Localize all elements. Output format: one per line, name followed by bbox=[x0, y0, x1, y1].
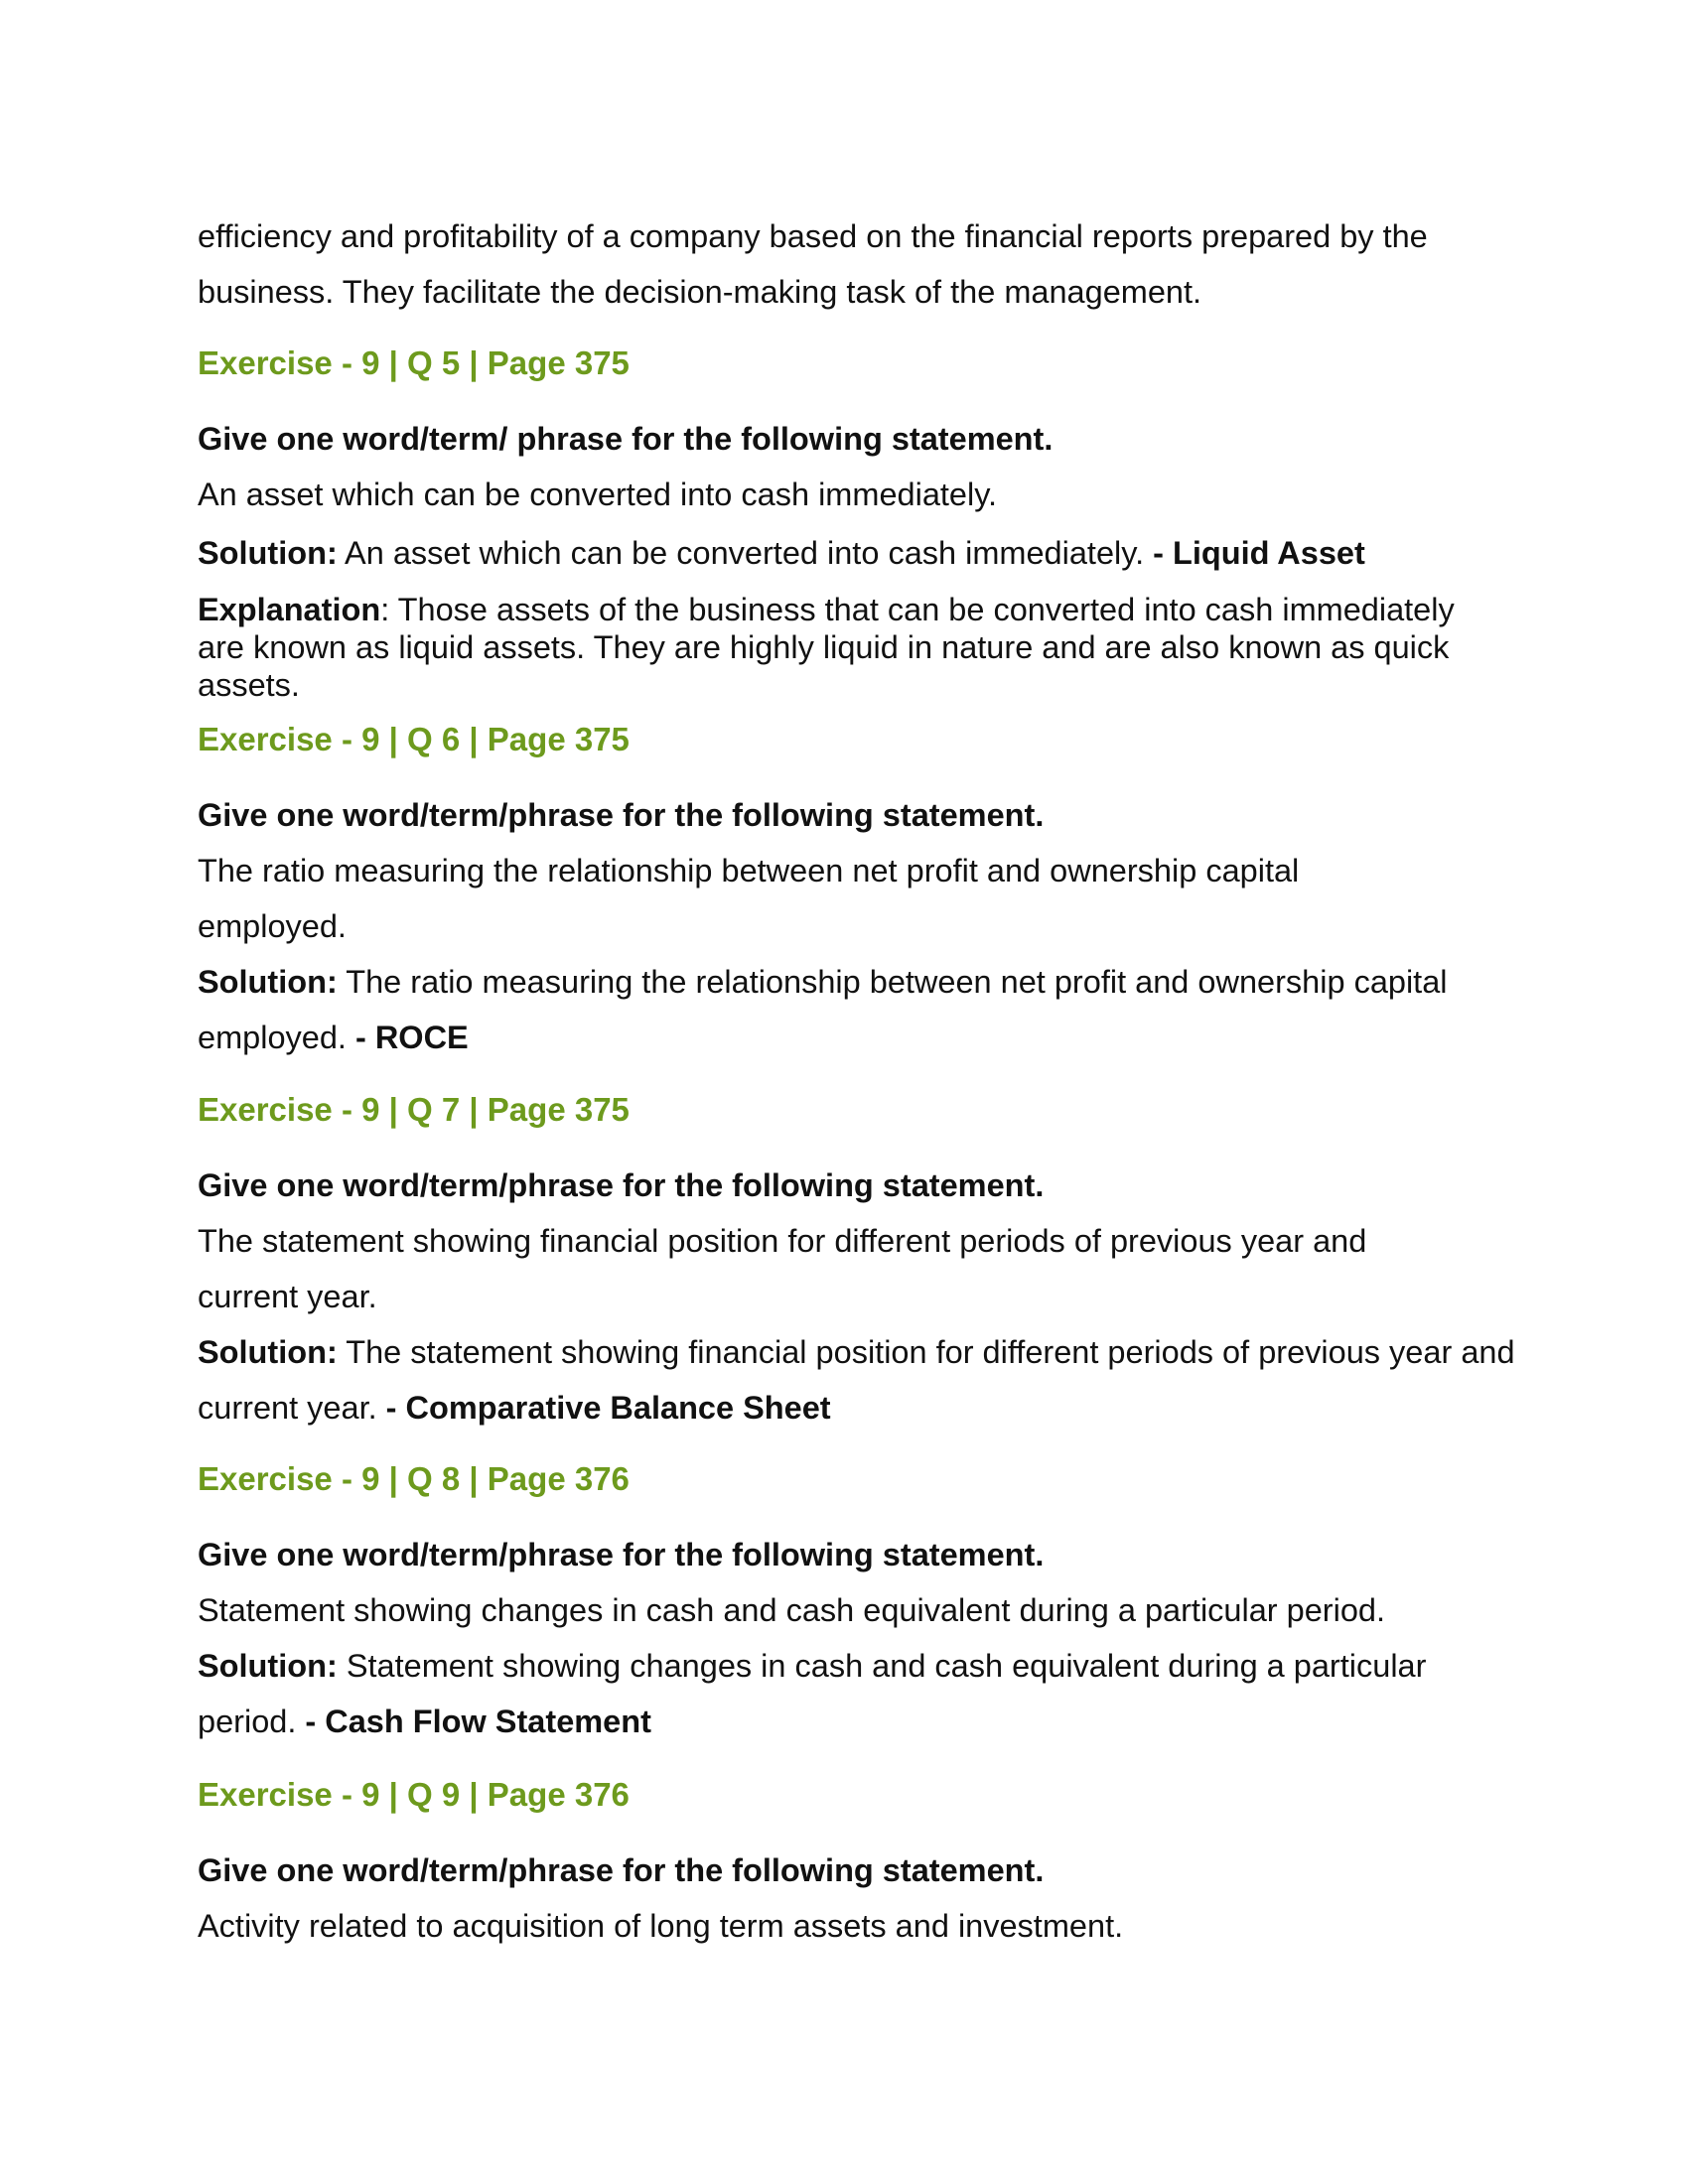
exercise-heading: Exercise - 9 | Q 5 | Page 375 bbox=[198, 344, 630, 381]
question-title: Give one word/term/ phrase for the following statement. bbox=[198, 421, 1054, 457]
intro-line-2: business. They facilitate the decision-making task of the management. bbox=[198, 274, 1202, 310]
solution-answer: - Comparative Balance Sheet bbox=[385, 1390, 831, 1426]
solution-label: Solution: bbox=[198, 1334, 338, 1370]
question-statement: Statement showing changes in cash and cash equivalent during a particular period. bbox=[198, 1592, 1386, 1628]
exercise-heading: Exercise - 9 | Q 9 | Page 376 bbox=[198, 1776, 630, 1813]
solution-text: The ratio measuring the relationship between net profit and ownership capital employed. bbox=[198, 964, 1448, 1055]
solution bbox=[198, 954, 1498, 1065]
solution-text: The statement showing financial position for different periods of previous year and current year. bbox=[198, 1334, 1515, 1426]
solution-label: Solution: bbox=[198, 535, 338, 571]
intro-paragraph bbox=[198, 208, 1498, 320]
solution bbox=[198, 1324, 1518, 1435]
section-q6 bbox=[198, 712, 1498, 1065]
question-title: Give one word/term/phrase for the following statement. bbox=[198, 797, 1045, 833]
exercise-heading: Exercise - 9 | Q 6 | Page 375 bbox=[198, 721, 630, 757]
question-title: Give one word/term/phrase for the following statement. bbox=[198, 1167, 1045, 1203]
solution-text: An asset which can be converted into cash immediately. bbox=[337, 535, 1154, 571]
section-q7 bbox=[198, 1082, 1518, 1435]
explanation bbox=[198, 591, 1508, 704]
solution-label: Solution: bbox=[198, 1648, 338, 1684]
question-title: Give one word/term/phrase for the following statement. bbox=[198, 1852, 1045, 1888]
question-statement: An asset which can be converted into cash immediately. bbox=[198, 477, 998, 512]
question-statement: Activity related to acquisition of long term assets and investment. bbox=[198, 1908, 1124, 1944]
section-q5 bbox=[198, 336, 1508, 704]
document-page bbox=[198, 208, 1515, 1944]
section-q8 bbox=[198, 1451, 1518, 1749]
intro-line-1: efficiency and profitability of a company based on the financial reports prepared by the bbox=[198, 218, 1428, 254]
solution bbox=[198, 525, 1508, 581]
solution bbox=[198, 1638, 1488, 1749]
explanation-text: : Those assets of the business that can be converted into cash immediately are known as liquid assets. They are highly liquid in nature and are also known as quick assets. bbox=[198, 592, 1455, 703]
question-title: Give one word/term/phrase for the following statement. bbox=[198, 1537, 1045, 1572]
exercise-heading: Exercise - 9 | Q 7 | Page 375 bbox=[198, 1091, 630, 1128]
exercise-heading: Exercise - 9 | Q 8 | Page 376 bbox=[198, 1460, 630, 1497]
solution-answer: - Cash Flow Statement bbox=[305, 1704, 651, 1739]
solution-answer: - Liquid Asset bbox=[1153, 535, 1365, 571]
section-q9 bbox=[198, 1767, 1123, 1954]
solution-text: Statement showing changes in cash and cash equivalent during a particular period. bbox=[198, 1648, 1427, 1739]
question-statement: The statement showing financial position for different periods of previous year and current year. bbox=[198, 1223, 1367, 1314]
explanation-label: Explanation bbox=[198, 592, 381, 627]
solution-answer: - ROCE bbox=[354, 1020, 469, 1055]
solution-label: Solution: bbox=[198, 964, 338, 1000]
question-statement: The ratio measuring the relationship between net profit and ownership capital employed. bbox=[198, 853, 1300, 944]
